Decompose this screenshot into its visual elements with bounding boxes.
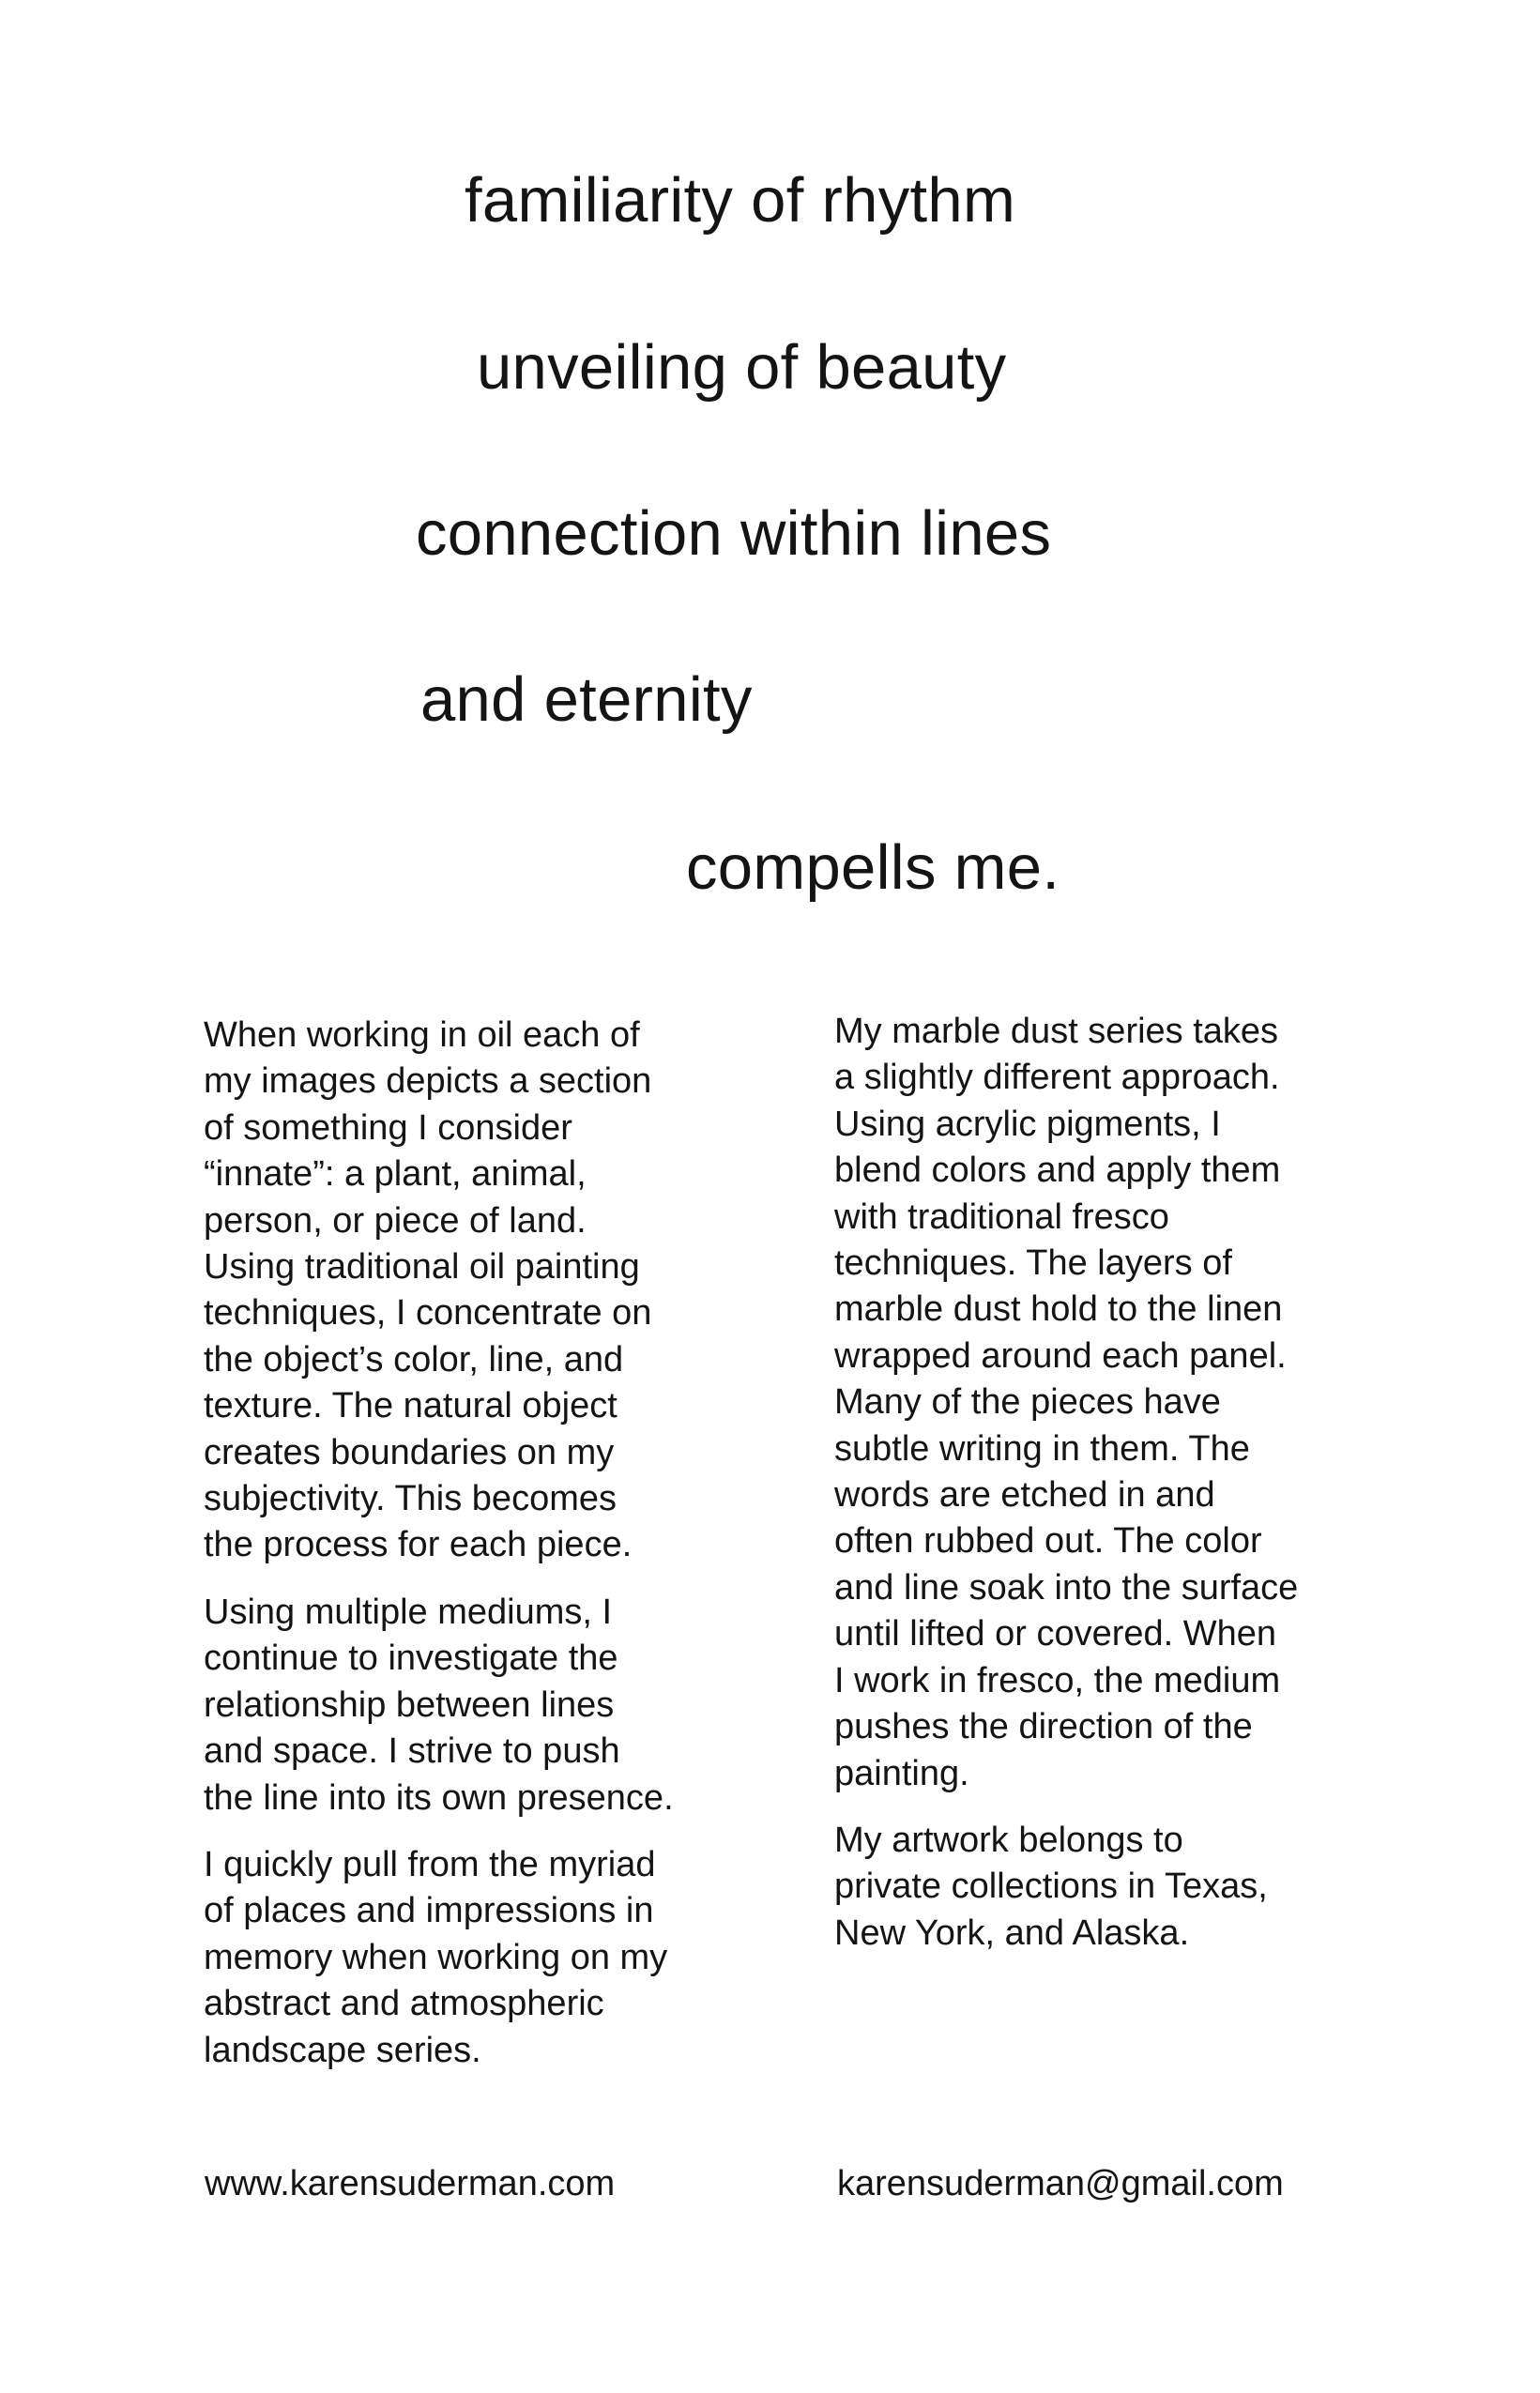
poem-line: compells me. (686, 832, 1060, 903)
paragraph-line: subjectivity. This becomes (204, 1479, 617, 1519)
paragraph-line: New York, and Alaska. (834, 1913, 1190, 1953)
paragraph-line: memory when working on my (204, 1937, 668, 1977)
paragraph-line: subtle writing in them. The (834, 1428, 1250, 1469)
paragraph-line: Using multiple mediums, I (204, 1592, 613, 1632)
paragraph-line: and line soak into the surface (834, 1567, 1299, 1608)
paragraph-line: painting. (834, 1753, 969, 1793)
body-paragraph (834, 1818, 1397, 1957)
paragraph-line: a slightly different approach. (834, 1058, 1280, 1098)
paragraph-line: texture. The natural object (204, 1386, 618, 1426)
paragraph-line: I quickly pull from the myriad (204, 1844, 656, 1884)
paragraph-line: My marble dust series takes (834, 1012, 1279, 1051)
website-link[interactable]: www.karensuderman.com (205, 2164, 616, 2203)
poem-line: unveiling of beauty (477, 332, 1007, 403)
paragraph-line: until lifted or covered. When (834, 1614, 1277, 1654)
paragraph-line: of places and impressions in (204, 1891, 654, 1931)
poem-line: and eternity (420, 664, 753, 735)
poem-line: connection within lines (416, 498, 1052, 569)
paragraph-line: When working in oil each of (204, 1015, 640, 1055)
email-link[interactable]: karensuderman@gmail.com (837, 2164, 1284, 2203)
paragraph-line: and space. I strive to push (204, 1731, 620, 1772)
paragraph-line: the process for each piece. (204, 1525, 633, 1565)
paragraph-line: Using acrylic pigments, I (834, 1104, 1221, 1144)
paragraph-line: Using traditional oil painting (204, 1247, 640, 1288)
paragraph-line: techniques, I concentrate on (204, 1293, 652, 1334)
paragraph-line: creates boundaries on my (204, 1432, 615, 1472)
body-paragraph (834, 1009, 1397, 1797)
paragraph-line: with traditional fresco (834, 1196, 1169, 1237)
paragraph-line: relationship between lines (204, 1684, 615, 1725)
paragraph-line: I work in fresco, the medium (834, 1660, 1281, 1700)
paragraph-line: often rubbed out. The color (834, 1521, 1262, 1562)
paragraph-line: landscape series. (204, 2030, 481, 2070)
paragraph-line: continue to investigate the (204, 1639, 618, 1679)
paragraph-line: marble dust hold to the linen (834, 1289, 1283, 1330)
body-paragraph (204, 1842, 767, 2074)
paragraph-line: the line into its own presence. (204, 1777, 674, 1818)
paragraph-line: techniques. The layers of (834, 1243, 1232, 1284)
paragraph-line: pushes the direction of the (834, 1707, 1253, 1747)
paragraph-line: “innate”: a plant, animal, (204, 1154, 587, 1195)
paragraph-line: Many of the pieces have (834, 1382, 1221, 1423)
paragraph-line: blend colors and apply them (834, 1151, 1281, 1191)
poem-line: familiarity of rhythm (465, 165, 1016, 236)
body-paragraph (204, 1590, 767, 1821)
body-paragraph (204, 1013, 767, 1569)
paragraph-line: words are etched in and (834, 1475, 1215, 1516)
paragraph-line: of something I consider (204, 1107, 572, 1148)
paragraph-line: abstract and atmospheric (204, 1984, 604, 2024)
paragraph-line: person, or piece of land. (204, 1200, 587, 1241)
paragraph-line: the object’s color, line, and (204, 1339, 624, 1379)
paragraph-line: my images depicts a section (204, 1061, 652, 1102)
paragraph-line: wrapped around each panel. (834, 1335, 1287, 1376)
paragraph-line: My artwork belongs to (834, 1820, 1183, 1860)
left-text-column (204, 1013, 767, 2095)
paragraph-line: private collections in Texas, (834, 1867, 1268, 1907)
right-text-column (834, 1009, 1397, 1977)
